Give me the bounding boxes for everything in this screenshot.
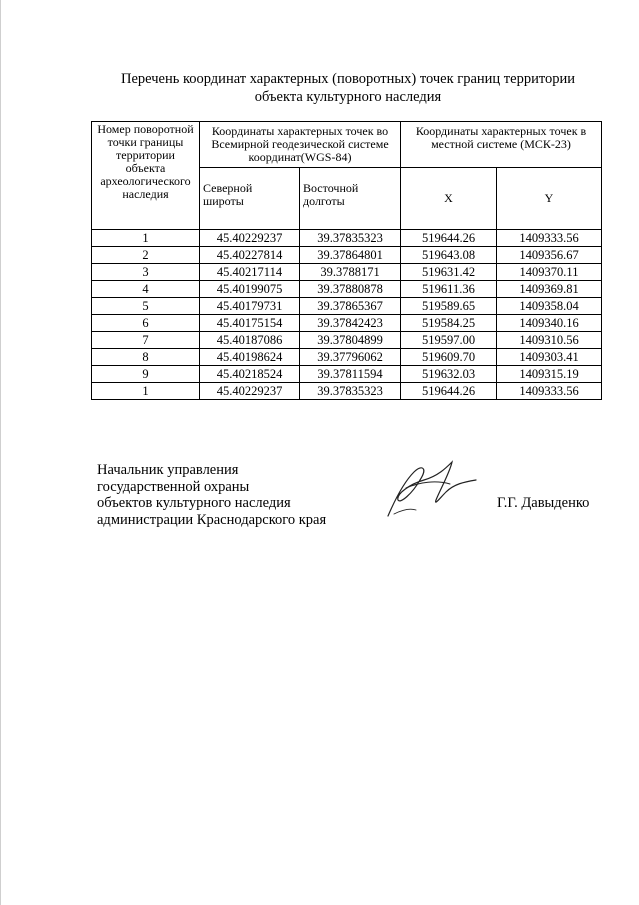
cell-y: 1409369.81 [497,281,602,298]
cell-latitude: 45.40198624 [200,349,300,366]
cell-x: 519644.26 [401,230,497,247]
header-y: Y [497,168,602,230]
signatory-line-2: государственной охраны [97,478,250,495]
cell-longitude: 39.37835323 [300,383,401,400]
cell-point-number: 6 [92,315,200,332]
cell-x: 519609.70 [401,349,497,366]
cell-point-number: 1 [92,383,200,400]
table-row [92,298,602,315]
table-row [92,349,602,366]
cell-latitude: 45.40175154 [200,315,300,332]
cell-point-number: 7 [92,332,200,349]
cell-latitude: 45.40199075 [200,281,300,298]
cell-latitude: 45.40218524 [200,366,300,383]
cell-longitude: 39.37880878 [300,281,401,298]
cell-longitude: 39.37865367 [300,298,401,315]
cell-latitude: 45.40229237 [200,383,300,400]
header-point-number: Номер поворотной точки границы территории объекта археологического наследия [92,122,200,230]
signatory-name: Г.Г. Давыденко [497,495,590,511]
cell-y: 1409370.11 [497,264,602,281]
table-row [92,315,602,332]
cell-longitude: 39.37804899 [300,332,401,349]
cell-x: 519584.25 [401,315,497,332]
cell-x: 519631.42 [401,264,497,281]
table-row [92,383,602,400]
cell-longitude: 39.3788171 [300,264,401,281]
cell-latitude: 45.40229237 [200,230,300,247]
cell-point-number: 9 [92,366,200,383]
cell-x: 519611.36 [401,281,497,298]
table-body [92,230,602,400]
title-line-1: Перечень координат характерных (поворотных) точек границ территории [120,71,576,87]
cell-y: 1409310.56 [497,332,602,349]
cell-x: 519632.03 [401,366,497,383]
table-row [92,281,602,298]
header-wgs84: Координаты характерных точек во Всемирной геодезической системе координат(WGS-84) [200,122,401,168]
cell-latitude: 45.40227814 [200,247,300,264]
signatory-line-4: администрации Краснодарского края [97,511,327,528]
cell-latitude: 45.40187086 [200,332,300,349]
cell-latitude: 45.40179731 [200,298,300,315]
cell-longitude: 39.37796062 [300,349,401,366]
title-line-2: объекта культурного наследия [254,89,442,105]
table-row [92,366,602,383]
cell-y: 1409315.19 [497,366,602,383]
cell-point-number: 1 [92,230,200,247]
cell-x: 519597.00 [401,332,497,349]
header-x: X [401,168,497,230]
cell-point-number: 8 [92,349,200,366]
signatory-line-1: Начальник управления [97,462,239,478]
cell-point-number: 2 [92,247,200,264]
signatory-title [97,462,326,528]
cell-x: 519644.26 [401,383,497,400]
header-latitude: Северной широты [200,168,300,230]
table-row [92,230,602,247]
coordinates-table [91,121,602,400]
cell-y: 1409340.16 [497,315,602,332]
cell-longitude: 39.37842423 [300,315,401,332]
cell-y: 1409358.04 [497,298,602,315]
cell-y: 1409303.41 [497,349,602,366]
cell-longitude: 39.37811594 [300,366,401,383]
page-left-edge [0,0,1,905]
signatory-line-3: объектов культурного наследия [97,495,291,511]
cell-point-number: 3 [92,264,200,281]
cell-latitude: 45.40217114 [200,264,300,281]
cell-longitude: 39.37835323 [300,230,401,247]
document-title [88,70,608,106]
cell-longitude: 39.37864801 [300,247,401,264]
cell-y: 1409333.56 [497,383,602,400]
handwritten-signature [380,458,480,520]
table-row [92,264,602,281]
cell-point-number: 4 [92,281,200,298]
header-msk23: Координаты характерных точек в местной системе (МСК-23) [401,122,602,168]
cell-y: 1409356.67 [497,247,602,264]
cell-x: 519643.08 [401,247,497,264]
table-row [92,247,602,264]
cell-x: 519589.65 [401,298,497,315]
table-row [92,332,602,349]
cell-point-number: 5 [92,298,200,315]
cell-y: 1409333.56 [497,230,602,247]
header-longitude: Восточной долготы [300,168,401,230]
